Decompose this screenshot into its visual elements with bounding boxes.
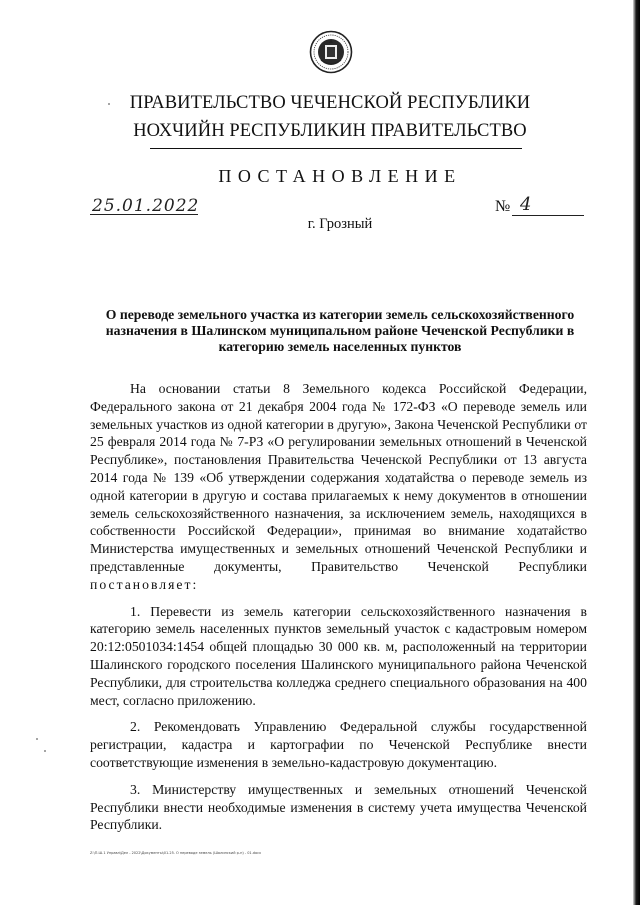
scan-speck	[44, 750, 46, 752]
document-type: ПОСТАНОВЛЕНИЕ	[218, 166, 462, 186]
item-2-paragraph: 2. Рекомендовать Управлению Федеральной службы государственной регистрации, кадастра и картографии по Чеченской Республике внести соответствующие изменения в земельно-кадастровую документацию.	[90, 719, 587, 770]
document-date: 25.01.2022	[92, 196, 200, 216]
item-3-paragraph: 3. Министерству имущественных и земельных отношений Чеченской Республики внести необходимые изменения в систему учета имущества Чеченской Республики.	[90, 781, 587, 833]
item-1-paragraph: 1. Перевести из земель категории сельскохозяйственного назначения в категорию земель населенных пунктов земельный участок с кадастровым номером 20:12:0501034:1454 общей площадью 30 000 кв. м, расположенный на территории Шалинского городского поселения Шалинского муниципального района Чеченской Республики, для строительства колледжа среднего специального образования на 400 мест, согласно приложению.	[90, 603, 587, 708]
resolves-text: постановляет:	[90, 576, 199, 592]
document-number-label: №	[495, 198, 511, 215]
scan-speck	[108, 103, 110, 105]
preamble-text: На основании статьи 8 Земельного кодекса Российской Федерации, Федерального закона от 21 декабря 2004 года № 172-ФЗ «О переводе земель или земельных участков из одной категории в другую», Закона Чеченской Республики от 25 февраля 2014 года № 7-РЗ «О регулировании земельных отношений в Чеченской Республике», постановления Правительства Чеченской Республики от 13 августа 2014 года № 139 «Об утверждении содержания ходатайства о переводе земель из одной категории в другую и состава прилагаемых к нему документов в отношении земель сельскохозяйственного назначения, за исключением земель, находящихся в собственности Российской Федерации», принимая во внимание ходатайство Министерства имущественных и земельных отношений Чеченской Республики и представленные документы, Правительство Чеченской Республики	[90, 381, 587, 574]
scan-speck	[36, 738, 38, 740]
preamble-paragraph	[90, 380, 587, 594]
footer-file-path: Z:\П.Ш.1 Управл\Дел - 2022\Документы\01.25. О переводе земель (Шалинский р-н) - 01.docx	[90, 851, 262, 855]
government-name-chechen: НОХЧИЙН РЕСПУБЛИКИН ПРАВИТЕЛЬСТВО	[133, 121, 527, 141]
document-number: 4	[520, 194, 532, 215]
date-underline	[90, 214, 198, 215]
chechen-republic-coat-of-arms-icon	[309, 30, 353, 74]
government-name-russian: ПРАВИТЕЛЬСТВО ЧЕЧЕНСКОЙ РЕСПУБЛИКИ	[129, 93, 531, 113]
document-city: г. Грозный	[307, 216, 373, 232]
document-body	[90, 380, 587, 843]
header-divider	[150, 148, 522, 149]
document-title: О переводе земельного участка из категории земель сельскохозяйственного назначения в Шалинском муниципальном районе Чеченской Республики в категорию земель населенных пунктов	[105, 307, 575, 354]
